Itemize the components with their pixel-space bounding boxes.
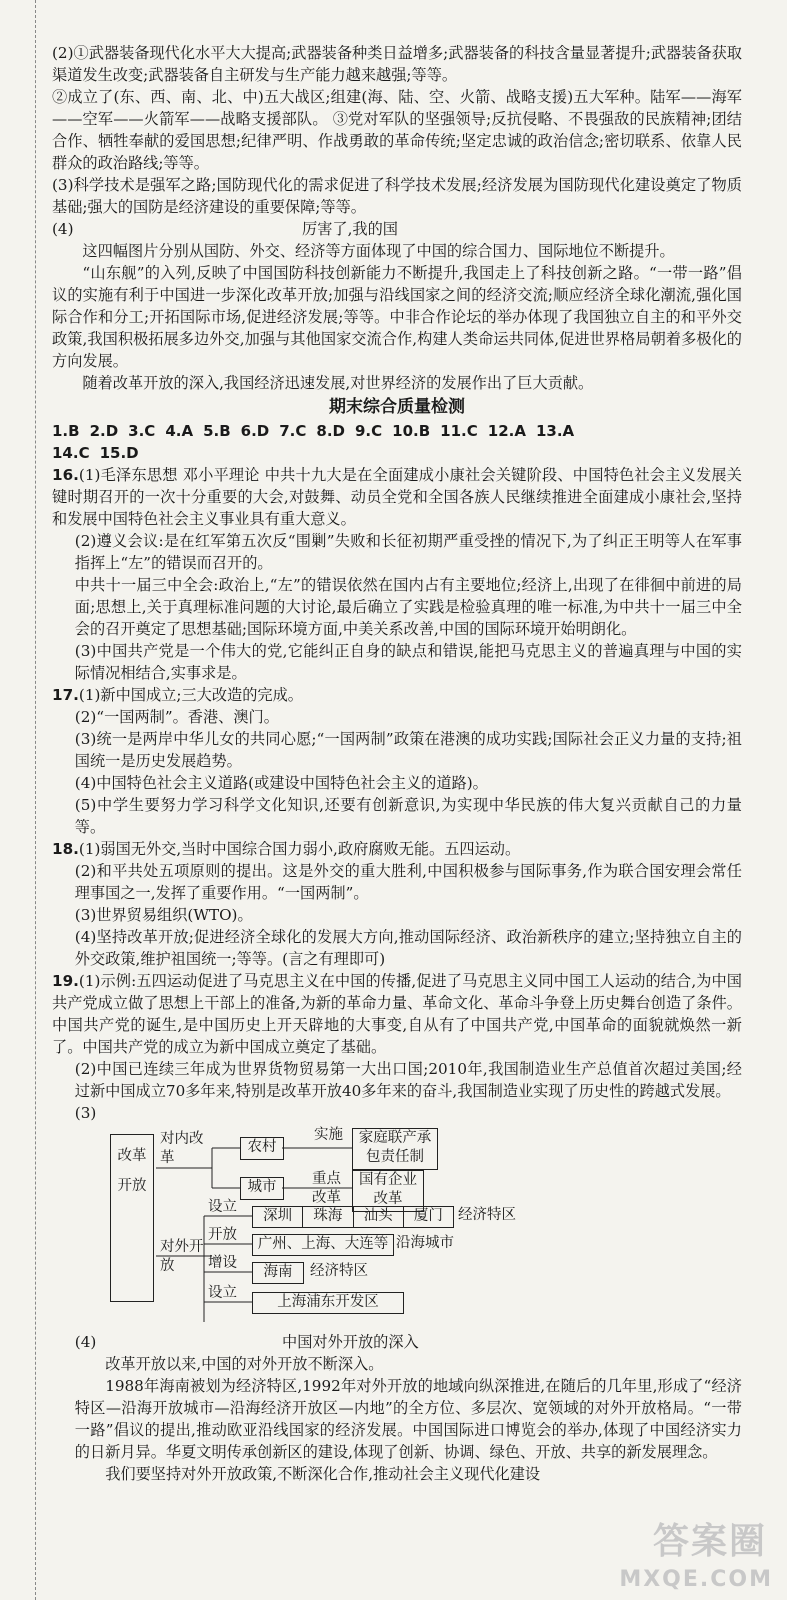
- q19-essay-3: 我们要坚持对外开放政策,不断深化合作,推动社会主义现代化建设: [105, 1465, 541, 1483]
- choice-answer: 13.A: [535, 422, 575, 440]
- choice-answer: 14.C: [52, 444, 90, 462]
- choice-answers-line1: [52, 420, 742, 442]
- sec1-para3: 随着改革开放的深入,我国经济迅速发展,对世界经济的发展作出了巨大贡献。: [82, 374, 594, 392]
- choice-answer: 6.D: [240, 422, 270, 440]
- choice-answer: 8.D: [316, 422, 345, 440]
- q16-p1-text: (1)毛泽东思想 邓小平理论 中共十九大是在全面建成小康社会关键阶段、中国特色社会主义发展关键时期召开的一次十分重要的大会,对鼓舞、动员全党和全国各族人民继续推进全面建成小康社会,坚持和发展中国特色社会主义事业具有重大意义。: [52, 466, 742, 528]
- city-box: 城市: [240, 1177, 284, 1200]
- q19-p2: (2)中国已连续三年成为世界货物贸易第一大出口国;2010年,我国制造业生产总值首次超过美国;经过新中国成立70多年来,特别是改革开放40多年来的奋斗,我国制造业实现了历史性的跨越式发展。: [74, 1060, 742, 1100]
- choice-answer: 11.C: [440, 422, 478, 440]
- q18-p2: (2)和平共处五项原则的提出。这是外交的重大胜利,中国积极参与国际事务,作为联合国安理会常任理事国之一,发挥了重要作用。“一国两制”。: [74, 862, 742, 902]
- set-label-2: 设立: [208, 1285, 237, 1301]
- sec1-para2: “山东舰”的入列,反映了中国国防科技创新能力不断提升,我国走上了科技创新之路。“一带一路”倡议的实施有利于中国进一步深化改革开放;加强与沿线国家之间的经济交流;顺应经济全球化潮流,强化国际合作和分工;开拓国际市场,促进经济发展;等等。中非合作论坛的举办体现了我国独立自主的和平外交政策,我国积极拓展多边外交,加强与其他国家交流合作,构建人类命运共同体,促进世界格局朝着多极化的方向发展。: [52, 264, 742, 370]
- q19-essay-1: 改革开放以来,中国的对外开放不断深入。: [105, 1355, 384, 1373]
- binding-margin-line: [35, 0, 37, 1600]
- coastal-box: 广州、上海、大连等: [252, 1234, 394, 1256]
- q17-p1-text: (1)新中国成立;三大改造的完成。: [78, 686, 303, 704]
- city-link-label: 重点改革: [312, 1171, 341, 1206]
- q17-number: 17.: [52, 686, 79, 704]
- coastal-label: 沿海城市: [396, 1235, 454, 1251]
- q18-p1: [52, 838, 742, 860]
- q19-p3-label: (3): [74, 1104, 97, 1122]
- choice-answer: 3.C: [128, 422, 156, 440]
- open-label: 开放: [208, 1227, 237, 1243]
- sec1-q4-heading: [52, 218, 742, 240]
- choice-answer: 5.B: [203, 422, 231, 440]
- sez-zone: 珠海: [303, 1207, 353, 1227]
- rural-box: 农村: [240, 1137, 284, 1160]
- watermark-url: MXQE.COM: [619, 1567, 773, 1592]
- q16-p1: [52, 464, 742, 530]
- q17-p3: (3)统一是两岸中华儿女的共同心愿;“一国两制”政策在港澳的成功实践;国际社会正义力量的支持;祖国统一是历史发展趋势。: [74, 730, 742, 770]
- sec1-q2b: ②成立了(东、西、南、北、中)五大战区;组建(海、陆、空、火箭、战略支援)五大军种。陆军——海军——空军——火箭军——战略支援部队。 ③党对军队的坚强领导;反抗侵略、不畏强敌的民族精神;团结合作、牺牲奉献的爱国思想;纪律严明、作战勇敢的革命传统;坚定忠诚的政治信念;密切联系、依靠人民群众的政治路线;等等。: [52, 88, 742, 172]
- watermark-logo-text: 答案圈: [652, 1521, 767, 1562]
- outer-open-label: 对外开放: [160, 1239, 204, 1274]
- rural-result-box: 家庭联产承包责任制: [352, 1128, 438, 1170]
- q17-p4: (4)中国特色社会主义道路(或建设中国特色社会主义的道路)。: [74, 774, 488, 792]
- sec1-para1: 这四幅图片分别从国防、外交、经济等方面体现了中国的综合国力、国际地位不断提升。: [82, 242, 675, 260]
- sez-label: 经济特区: [458, 1207, 516, 1223]
- choice-answer: 9.C: [355, 422, 383, 440]
- sez-box: [252, 1206, 454, 1228]
- pudong-box: 上海浦东开发区: [252, 1292, 404, 1314]
- inner-reform-label: 对内改革: [160, 1131, 204, 1166]
- q16-p4: (3)中国共产党是一个伟大的党,它能纠正自身的缺点和错误,能把马克思主义的普遍真理与中国的实际情况相结合,实事求是。: [74, 642, 742, 682]
- q17-p1: [52, 684, 742, 706]
- q18-p4: (4)坚持改革开放;促进经济全球化的发展大方向,推动国际经济、政治新秩序的建立;坚持独立自主的外交政策,维护祖国统一;等等。(言之有理即可): [74, 928, 742, 968]
- q19-p4-label: (4): [74, 1333, 97, 1351]
- q4-title: 厉害了,我的国: [302, 220, 398, 238]
- set-label-1: 设立: [208, 1199, 237, 1215]
- choice-answer: 12.A: [487, 422, 526, 440]
- city-result-box: 国有企业改革: [352, 1170, 424, 1212]
- sec1-q2: (2)①武器装备现代化水平大大提高;武器装备种类日益增多;武器装备的科技含量显著提升;武器装备获取渠道发生改变;武器装备自主研发与生产能力越来越强;等等。: [52, 44, 742, 84]
- sez-zone: 深圳: [253, 1207, 303, 1227]
- choice-answer: 7.C: [279, 422, 307, 440]
- choice-answer: 10.B: [392, 422, 431, 440]
- q19-p1-text: (1)示例:五四运动促进了马克思主义在中国的传播,促进了马克思主义同中国工人运动的结合,为中国共产党成立做了思想上干部上的准备,为新的革命力量、革命文化、革命斗争登上历史舞台创造了条件。中国共产党的诞生,是中国历史上开天辟地的大事变,自从有了中国共产党,中国革命的面貌就焕然一新了。中国共产党的成立为新中国成立奠定了基础。: [52, 972, 742, 1056]
- q19-p4-heading: [52, 1331, 742, 1353]
- choice-answers-line2: [52, 442, 742, 464]
- exam-title: 期末综合质量检测: [329, 397, 465, 417]
- q18-p3: (3)世界贸易组织(WTO)。: [74, 906, 253, 924]
- q18-p1-text: (1)弱国无外交,当时中国综合国力弱小,政府腐败无能。五四运动。: [78, 840, 521, 858]
- add-label: 增设: [208, 1255, 237, 1271]
- answer-content: [52, 42, 742, 1485]
- q17-p2: (2)“一国两制”。香港、澳门。: [74, 708, 279, 726]
- sez-zone: 厦门: [413, 1208, 443, 1224]
- choice-answer: 1.B: [52, 422, 80, 440]
- choice-answer: 15.D: [99, 444, 139, 462]
- q19-essay-2: 1988年海南被划为经济特区,1992年对外开放的地域向纵深推进,在随后的几年里,形成了“经济特区—沿海开放城市—沿海经济开放区—内地”的全方位、多层次、宽领域的对外开放格局。“一带一路”倡议的提出,推动欧亚沿线国家的经济发展。中国国际进口博览会的举办,体现了中国经济实力的日新月异。华夏文明传承创新区的建设,体现了创新、协调、绿色、开放、共享的新发展理念。: [74, 1377, 742, 1461]
- hainan-label: 经济特区: [310, 1263, 368, 1279]
- q4-label: (4): [52, 220, 74, 238]
- q19-p1: [52, 970, 742, 1058]
- q16-number: 16.: [52, 466, 79, 484]
- q19-p4-title: 中国对外开放的深入: [282, 1333, 419, 1351]
- q19-number: 19.: [52, 972, 79, 990]
- sez-zone: 汕头: [354, 1207, 404, 1227]
- choice-answer: 2.D: [89, 422, 119, 440]
- q17-p5: (5)中学生要努力学习科学文化知识,还要有创新意识,为实现中华民族的伟大复兴贡献自己的力量等。: [74, 796, 742, 836]
- q16-p2: (2)遵义会议:是在红军第五次反“围剿”失败和长征初期严重受挫的情况下,为了纠正王明等人在军事指挥上“左”的错误而召开的。: [74, 532, 742, 572]
- choice-answer: 4.A: [165, 422, 194, 440]
- q16-p3: 中共十一届三中全会:政治上,“左”的错误依然在国内占有主要地位;经济上,出现了在徘徊中前进的局面;思想上,关于真理标准问题的大讨论,最后确立了实践是检验真理的唯一标准,为中共十一届三中全会的召开奠定了思想基础;国际环境方面,中美关系改善,中国的国际环境开始明朗化。: [74, 576, 742, 638]
- hainan-box: 海南: [252, 1262, 304, 1284]
- reform-opening-diagram: [52, 1126, 742, 1331]
- root-box: 改革开放: [110, 1134, 154, 1302]
- q18-number: 18.: [52, 840, 79, 858]
- rural-link-label: 实施: [314, 1127, 343, 1143]
- sec1-q3: (3)科学技术是强军之路;国防现代化的需求促进了科学技术发展;经济发展为国防现代化建设奠定了物质基础;强大的国防是经济建设的重要保障;等等。: [52, 176, 742, 216]
